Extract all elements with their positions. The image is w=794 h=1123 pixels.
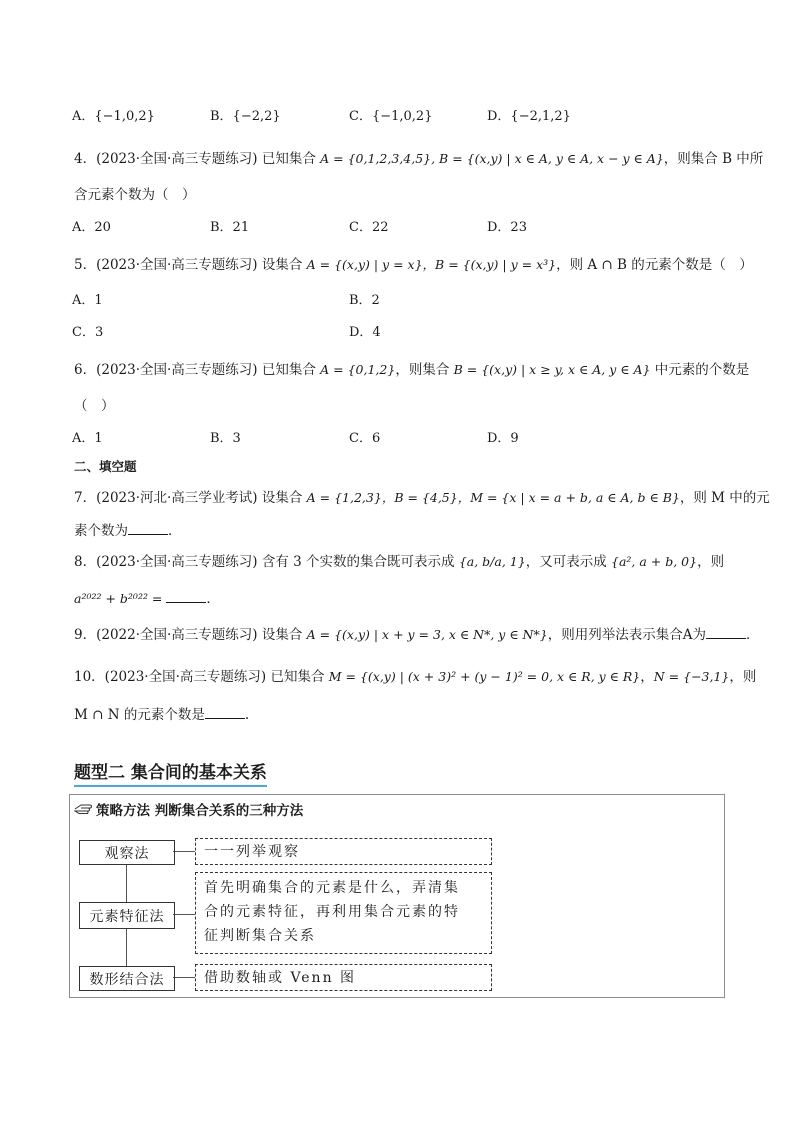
- q8-math2: {a², a + b, 0}: [611, 554, 698, 569]
- q8-question: [74, 553, 724, 571]
- q4-option-a: A．20: [72, 220, 111, 235]
- q6-question-line2: （ ）: [74, 398, 115, 414]
- pointing-hand-icon: [74, 802, 92, 816]
- q6-math1: A = {0,1,2}: [320, 362, 396, 377]
- q4-option-c: C．22: [349, 220, 389, 235]
- q9-prefix: 9．(2022·全国·高三专题练习) 设集合: [74, 627, 307, 643]
- q4-suffix: ，则集合 B 中所: [663, 151, 764, 167]
- q10-math: M = {(x,y) | (x + 3)² + (y − 1)² = 0, x ∈ R, y ∈ R}: [328, 669, 641, 684]
- q5-option-b: B．2: [349, 293, 380, 308]
- q5-option-a: A．1: [72, 293, 103, 308]
- q9-question: [74, 626, 759, 644]
- q8-end: ．: [206, 591, 220, 607]
- method-number-shape-label: 数形结合法: [89, 971, 165, 988]
- q5-prefix: 5．(2023·全国·高三专题练习) 设集合: [74, 257, 307, 273]
- method-element-feature-label: 元素特征法: [89, 908, 165, 925]
- method-observation-desc: [195, 838, 492, 865]
- q7-math: A = {1,2,3}，B = {4,5}，M = {x | x = a + b, a ∈ A, b ∈ B}: [306, 490, 680, 505]
- q6-suffix: 中元素的个数是: [650, 362, 750, 378]
- q5-option-d: D．4: [349, 325, 381, 340]
- q6-math2: B = {(x,y) | x ≥ y, x ∈ A, y ∈ A}: [453, 362, 651, 377]
- q7-answer-blank[interactable]: [128, 522, 168, 535]
- q3-option-d: D．{−2,1,2}: [487, 109, 571, 124]
- q6-question: [74, 361, 749, 379]
- method-observation-desc-text: 一一列举观察: [204, 844, 300, 860]
- method-number-shape-desc: [195, 964, 492, 991]
- section-fill-in: 二、填空题: [74, 459, 137, 474]
- connector-h3: [173, 977, 195, 978]
- q8-mid: ，又可表示成: [525, 554, 611, 570]
- q8-suffix: ，则: [697, 554, 725, 570]
- strategy-heading: [74, 799, 303, 819]
- q3-option-b: B．{−2,2}: [210, 109, 281, 124]
- q8-prefix: 8．(2023·全国·高三专题练习) 含有 3 个实数的集合既可表示成: [74, 554, 459, 570]
- strategy-heading-text: 策略方法 判断集合关系的三种方法: [96, 803, 304, 819]
- connector-h1: [173, 851, 195, 852]
- q10-question-line2: [74, 706, 249, 724]
- q8-answer-blank[interactable]: [166, 590, 206, 603]
- q8-question-line2: [74, 590, 220, 608]
- q8-line2-math: a²⁰²² + b²⁰²² =: [74, 591, 167, 606]
- method-observation-label: 观察法: [104, 845, 150, 862]
- q7-question: [74, 489, 770, 507]
- q10-prefix: 10．(2023·全国·高三专题练习) 已知集合: [74, 669, 329, 685]
- connector-v1: [126, 864, 127, 902]
- q10-question: [74, 668, 756, 686]
- method-element-feature-desc-line1: 首先明确集合的元素是什么，弄清集: [204, 880, 460, 896]
- q7-prefix: 7．(2023·河北·高三学业考试) 设集合: [74, 490, 307, 506]
- q6-prefix: 6．(2023·全国·高三专题练习) 已知集合: [74, 362, 321, 378]
- q10-end: .: [244, 707, 250, 723]
- q3-option-a: A．{−1,0,2}: [72, 109, 155, 124]
- q4-math: A = {0,1,2,3,4,5}, B = {(x,y) | x ∈ A, y ∈ A, x − y ∈ A}: [320, 151, 664, 166]
- method-number-shape-box: [79, 966, 175, 991]
- method-element-feature-desc-line2: 合的元素特征，再利用集合元素的特: [204, 904, 460, 920]
- q10-mid: ，: [640, 669, 654, 685]
- q10-line2: M ∩ N 的元素个数是: [74, 707, 205, 723]
- connector-h2: [173, 914, 195, 915]
- q5-suffix: ，则 A ∩ B 的元素个数是（ ）: [556, 257, 753, 273]
- q4-option-b: B．21: [210, 220, 250, 235]
- q7-suffix: ，则 M 中的元: [679, 490, 770, 506]
- connector-v2: [126, 928, 127, 966]
- method-element-feature-desc: [195, 872, 492, 954]
- q10-answer-blank[interactable]: [205, 706, 245, 719]
- q4-question-line2: 含元素个数为（ ）: [74, 187, 196, 203]
- q7-end: ．: [168, 523, 182, 539]
- q6-option-a: A．1: [72, 431, 103, 446]
- q4-option-d: D．23: [487, 220, 527, 235]
- q3-option-c: C．{−1,0,2}: [349, 109, 433, 124]
- q6-mid: ，则集合: [395, 362, 454, 378]
- q7-line2: 素个数为: [74, 523, 128, 539]
- q9-suffix: ，则用列举法表示集合A为: [547, 627, 706, 643]
- method-element-feature-desc-line3: 征判断集合关系: [204, 928, 316, 944]
- q10-suffix: ，则: [729, 669, 757, 685]
- topic-two-title: 题型二 集合间的基本关系: [74, 758, 267, 787]
- q9-math: A = {(x,y) | x + y = 3, x ∈ N*, y ∈ N*}: [306, 627, 548, 642]
- method-element-feature-box: [79, 902, 175, 929]
- q10-math2: N = {−3,1}: [653, 669, 730, 684]
- q9-end: ．: [745, 627, 760, 643]
- q5-question: [74, 256, 753, 274]
- q4-prefix: 4．(2023·全国·高三专题练习) 已知集合: [74, 151, 321, 167]
- q5-math: A = {(x,y) | y = x}，B = {(x,y) | y = x³}: [306, 257, 557, 272]
- q5-option-c: C．3: [72, 325, 104, 340]
- q6-option-b: B．3: [210, 431, 241, 446]
- q4-question: [74, 150, 763, 168]
- method-observation-box: [79, 840, 175, 865]
- q9-answer-blank[interactable]: [706, 626, 746, 639]
- q6-option-c: C．6: [349, 431, 381, 446]
- q6-option-d: D．9: [487, 431, 519, 446]
- q7-question-line2: [74, 522, 182, 540]
- q8-math1: {a, b/a, 1}: [458, 554, 526, 569]
- method-number-shape-desc-text: 借助数轴或 Venn 图: [204, 970, 357, 986]
